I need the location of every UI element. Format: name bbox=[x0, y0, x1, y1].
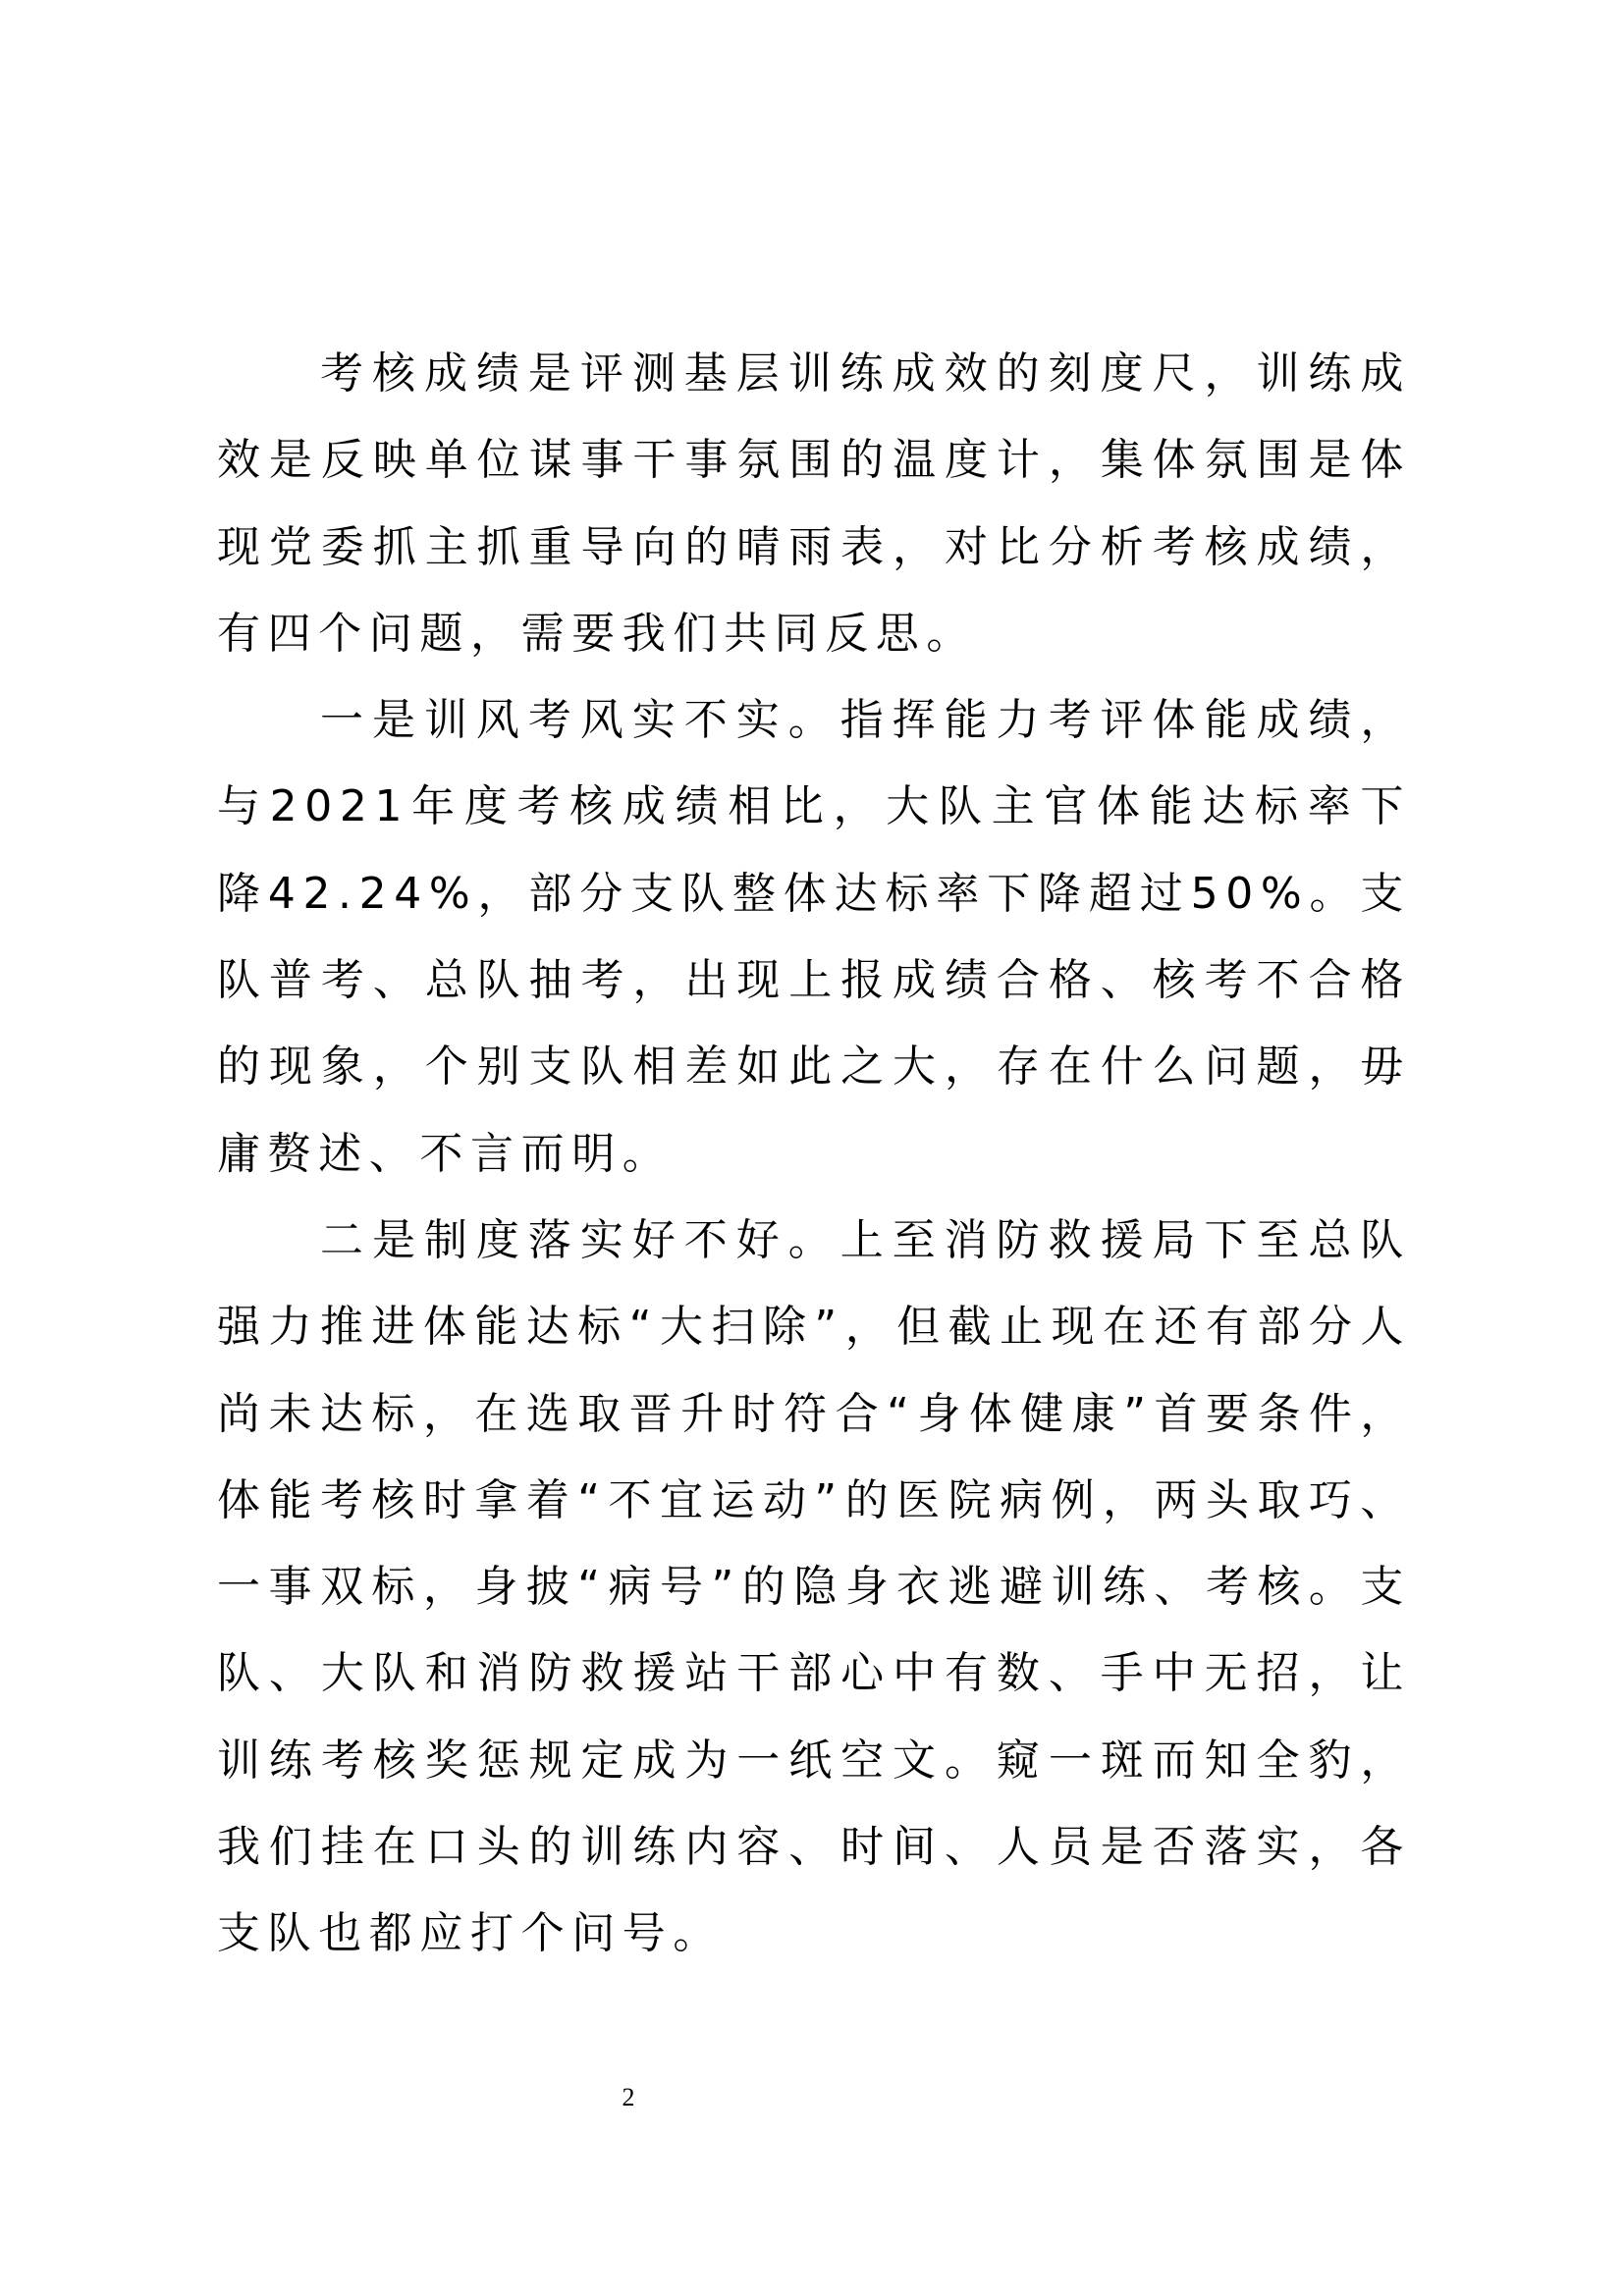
page-number: 2 bbox=[622, 2083, 635, 2111]
paragraph-point-two: 二是制度落实好不好。上至消防救援局下至总队强力推进体能达标“大扫除”，但截止现在还有部分人尚未达标，在选取晋升时符合“身体健康”首要条件，体能考核时拿着“不宜运动”的医院病例，两头取巧、一事双标，身披“病号”的隐身衣逃避训练、考核。支队、大队和消防救援站干部心中有数、手中无招，让训练考核奖惩规定成为一纸空文。窥一斑而知全豹，我们挂在口头的训练内容、时间、人员是否落实，各支队也都应打个问号。 bbox=[217, 1214, 1411, 1959]
document-body bbox=[217, 331, 1411, 1978]
paragraph-point-one: 一是训风考风实不实。指挥能力考评体能成绩，与2021年度考核成绩相比，大队主官体能达标率下降42.24%，部分支队整体达标率下降超过50%。支队普考、总队抽考，出现上报成绩合格、核考不合格的现象，个别支队相差如此之大，存在什么问题，毋庸赘述、不言而明。 bbox=[217, 695, 1411, 1179]
paragraph-intro: 考核成绩是评测基层训练成效的刻度尺，训练成效是反映单位谋事干事氛围的温度计，集体氛围是体现党委抓主抓重导向的晴雨表，对比分析考核成绩，有四个问题，需要我们共同反思。 bbox=[217, 348, 1411, 659]
